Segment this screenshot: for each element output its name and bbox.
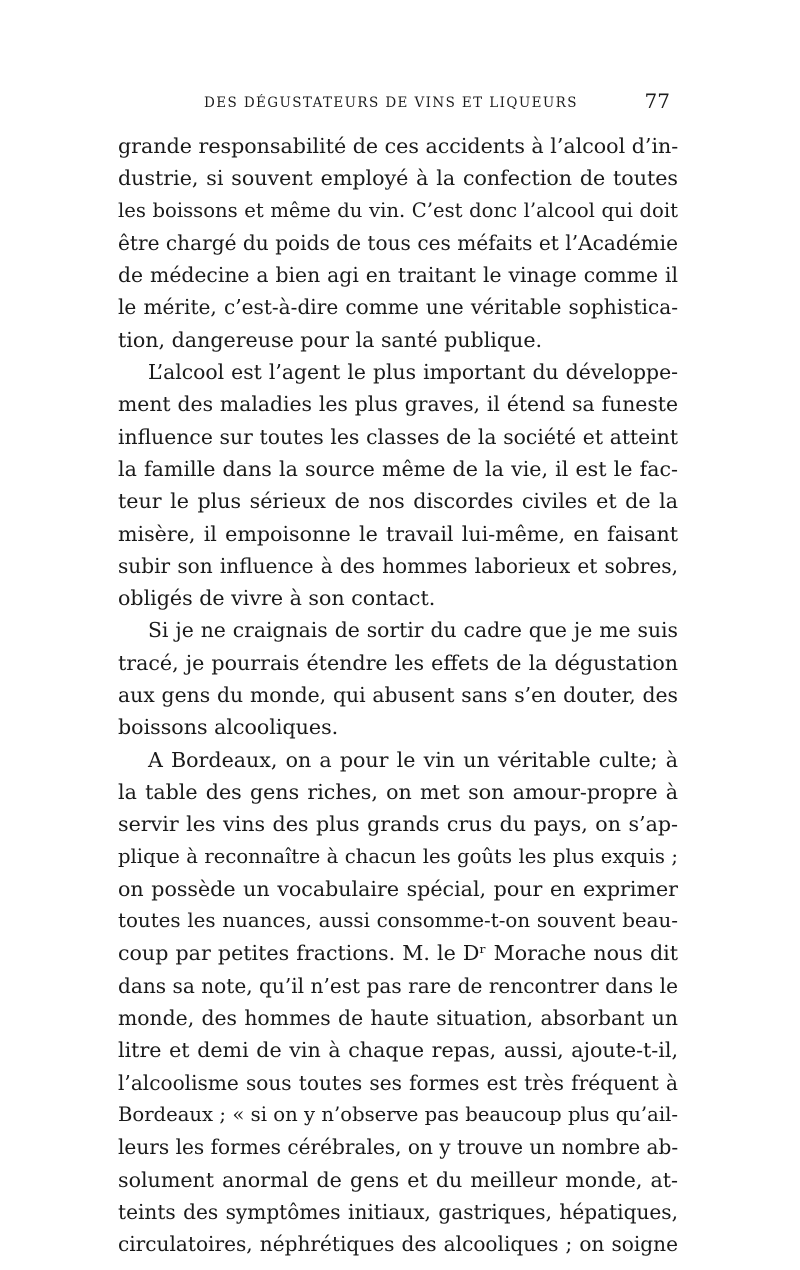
text-line: dans sa note, qu’il n’est pas rare de rencontrer dans le — [118, 973, 678, 998]
text-line: l’alcoolisme sous toutes ses formes est très fréquent à — [118, 1070, 678, 1095]
text-line: solument anormal de gens et du meilleur monde, at- — [118, 1167, 678, 1192]
text-line: ment des maladies les plus graves, il étend sa funeste — [118, 392, 678, 417]
paragraph-end-line: tion, dangereuse pour la santé publique. — [118, 327, 543, 352]
text-line: influence sur toutes les classes de la société et atteint — [118, 424, 678, 449]
text-line: teur le plus sérieux de nos discordes civiles et de la — [118, 489, 678, 514]
text-line: tracé, je pourrais étendre les effets de la dégustation — [118, 650, 678, 675]
running-head — [204, 89, 670, 119]
text-line: teints des symptômes initiaux, gastriques, hépatiques, — [118, 1199, 678, 1224]
text-line: la table des gens riches, on met son amour-propre à — [118, 779, 678, 804]
body-text — [118, 130, 678, 1260]
text-line: monde, des hommes de haute situation, absorbant un — [118, 1006, 678, 1031]
text-line: les boissons et même du vin. C’est donc l’alcool qui doit — [118, 198, 678, 222]
text-line: Bordeaux ; « si on y n’observe pas beaucoup plus qu’ail- — [118, 1102, 678, 1126]
text-line: servir les vins des plus grands crus du pays, on s’ap- — [118, 812, 678, 837]
text-line: misère, il empoisonne le travail lui-même, en faisant — [118, 521, 678, 546]
text-line: de médecine a bien agi en traitant le vinage comme il — [118, 263, 678, 288]
page-number: 77 — [644, 89, 670, 113]
text-line: plique à reconnaître à chacun les goûts les plus exquis ; — [118, 844, 678, 868]
text-line: leurs les formes cérébrales, on y trouve un nombre ab- — [118, 1135, 678, 1160]
paragraph-first-line: L’alcool est l’agent le plus important du développe- — [148, 360, 678, 385]
paragraph-end-line: obligés de vivre à son contact. — [118, 586, 436, 611]
text-line: dustrie, si souvent employé à la confection de toutes — [118, 166, 678, 191]
text-line: coup par petites fractions. M. le Dʳ Morache nous dit — [118, 941, 678, 966]
text-line: toutes les nuances, aussi consomme-t-on souvent beau- — [118, 909, 678, 933]
text-line: le mérite, c’est-à-dire comme une véritable sophistica- — [118, 295, 678, 320]
text-line: on possède un vocabulaire spécial, pour en exprimer — [118, 876, 678, 901]
text-line: aux gens du monde, qui abusent sans s’en douter, des — [118, 683, 678, 708]
paragraph-end-line: boissons alcooliques. — [118, 715, 339, 740]
running-title: DES DÉGUSTATEURS DE VINS ET LIQUEURS — [204, 95, 578, 111]
text-line: circulatoires, néphrétiques des alcooliques ; on soigne — [118, 1232, 678, 1257]
text-line: litre et demi de vin à chaque repas, aussi, ajoute-t-il, — [118, 1038, 678, 1063]
text-line: être chargé du poids de tous ces méfaits et l’Académie — [118, 230, 678, 255]
text-line: la famille dans la source même de la vie, il est le fac- — [118, 456, 678, 481]
paragraph-first-line: A Bordeaux, on a pour le vin un véritable culte; à — [148, 747, 678, 772]
text-line: subir son influence à des hommes laborieux et sobres, — [118, 553, 678, 578]
text-line: grande responsabilité de ces accidents à l’alcool d’in- — [118, 134, 678, 158]
paragraph-first-line: Si je ne craignais de sortir du cadre que je me suis — [148, 618, 678, 643]
